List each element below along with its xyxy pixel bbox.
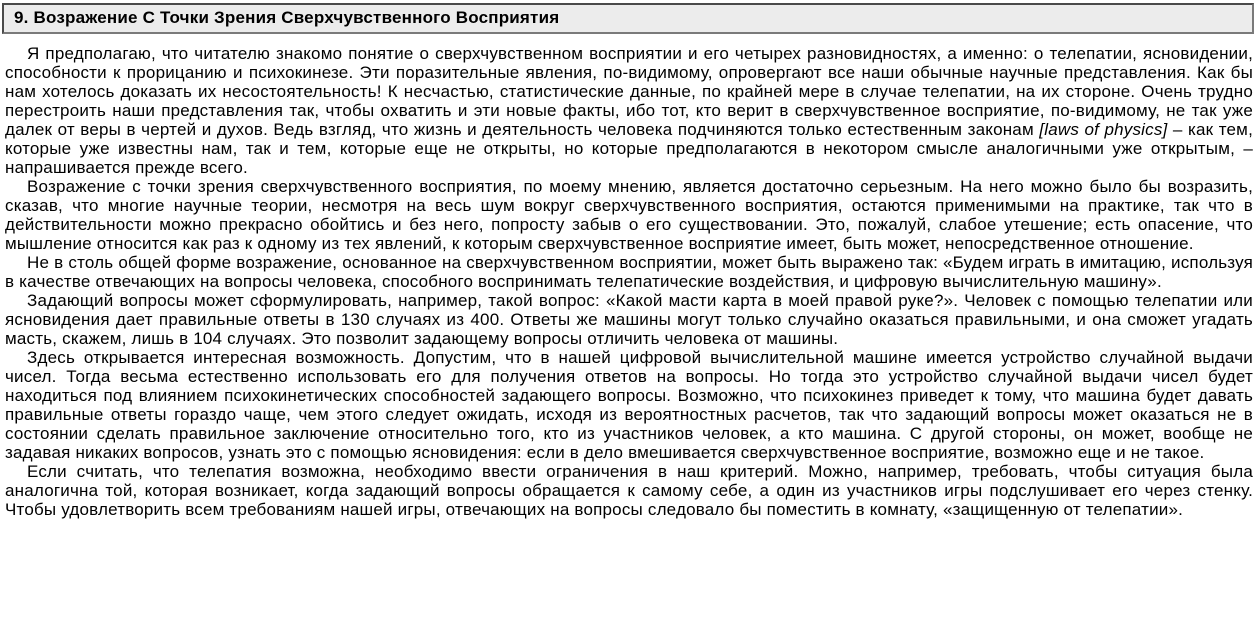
italic-text-segment: [laws of physics]: [1039, 120, 1168, 139]
section-header-bar: [2, 3, 1254, 34]
text-segment: Если считать, что телепатия возможна, необходимо ввести ограничения в наш критерий. Можно, например, требовать, чтобы ситуация была аналогична той, которая возникает, когда задающий вопросы обращается к самому себе, а один из участников игры подслушивает его через стенку. Чтобы удовлетворить всем требованиям нашей игры, отвечающих на вопросы следовало бы поместить в комнату, «защищенную от телепатии».: [5, 462, 1253, 519]
paragraph: [5, 348, 1253, 462]
document-page: [0, 3, 1258, 618]
section-title: 9. Возражение С Точки Зрения Сверхчувственного Восприятия: [14, 8, 560, 27]
paragraph: [5, 177, 1253, 253]
paragraph: [5, 253, 1253, 291]
paragraph: [5, 462, 1253, 519]
paragraph: [5, 291, 1253, 348]
text-segment: Не в столь общей форме возражение, основанное на сверхчувственном восприятии, может быть выражено так: «Будем играть в имитацию, используя в качестве отвечающих на вопросы человека, способного воспринимать телепатические воздействия, и цифровую вычислительную машину».: [5, 253, 1253, 291]
article-body: [5, 44, 1253, 519]
text-segment: – как тем, которые уже известны нам, так и тем, которые еще не открыты, но которые предполагаются в некотором смысле аналогичными уже открытым, – напрашивается прежде всего.: [5, 120, 1253, 177]
text-segment: Задающий вопросы может сформулировать, например, такой вопрос: «Какой масти карта в моей правой руке?». Человек с помощью телепатии или ясновидения дает правильные ответы в 130 случаях из 400. Ответы же машины могут только случайно оказаться правильными, и она сможет угадать масть, скажем, лишь в 104 случаях. Это позволит задающему вопросы отличить человека от машины.: [5, 291, 1253, 348]
paragraph: [5, 44, 1253, 177]
text-segment: Здесь открывается интересная возможность. Допустим, что в нашей цифровой вычислительной машине имеется устройство случайной выдачи чисел. Тогда весьма естественно использовать его для получения ответов на вопросы. Но тогда это устройство случайной выдачи чисел будет находиться под влиянием психокинетических способностей задающего вопросы. Возможно, что психокинез приведет к тому, что машина будет давать правильные ответы гораздо чаще, чем этого следует ожидать, исходя из вероятностных расчетов, так что задающий вопросы может оказаться не в состоянии сделать правильное заключение относительно того, кто из участников человек, а кто машина. С другой стороны, он может, вообще не задавая никаких вопросов, узнать это с помощью ясновидения: если в дело вмешивается сверхчувственное восприятие, возможно еще и не такое.: [5, 348, 1253, 462]
text-segment: Я предполагаю, что читателю знакомо понятие о сверхчувственном восприятии и его четырех разновидностях, а именно: о телепатии, ясновидении, способности к прорицанию и психокинезе. Эти поразительные явления, по-видимому, опровергают все наши обычные научные представления. Как бы нам хотелось доказать их несостоятельность! К несчастью, статистические данные, по крайней мере в случае телепатии, на их стороне. Очень трудно перестроить наши представления так, чтобы охватить и эти новые факты, ибо тот, кто верит в сверхчувственное восприятие, по-видимому, не так уже далек от веры в чертей и духов. Ведь взгляд, что жизнь и деятельность человека подчиняются только естественным законам: [5, 44, 1253, 139]
text-segment: Возражение с точки зрения сверхчувственного восприятия, по моему мнению, является достаточно серьезным. На него можно было бы возразить, сказав, что многие научные теории, несмотря на весь шум вокруг сверхчувственного восприятия, остаются применимыми на практике, так что в действительности можно прекрасно обойтись и без него, попросту забыв о его существовании. Это, пожалуй, слабое утешение; есть опасение, что мышление относится как раз к одному из тех явлений, к которым сверхчувственное восприятие имеет, быть может, непосредственное отношение.: [5, 177, 1253, 253]
